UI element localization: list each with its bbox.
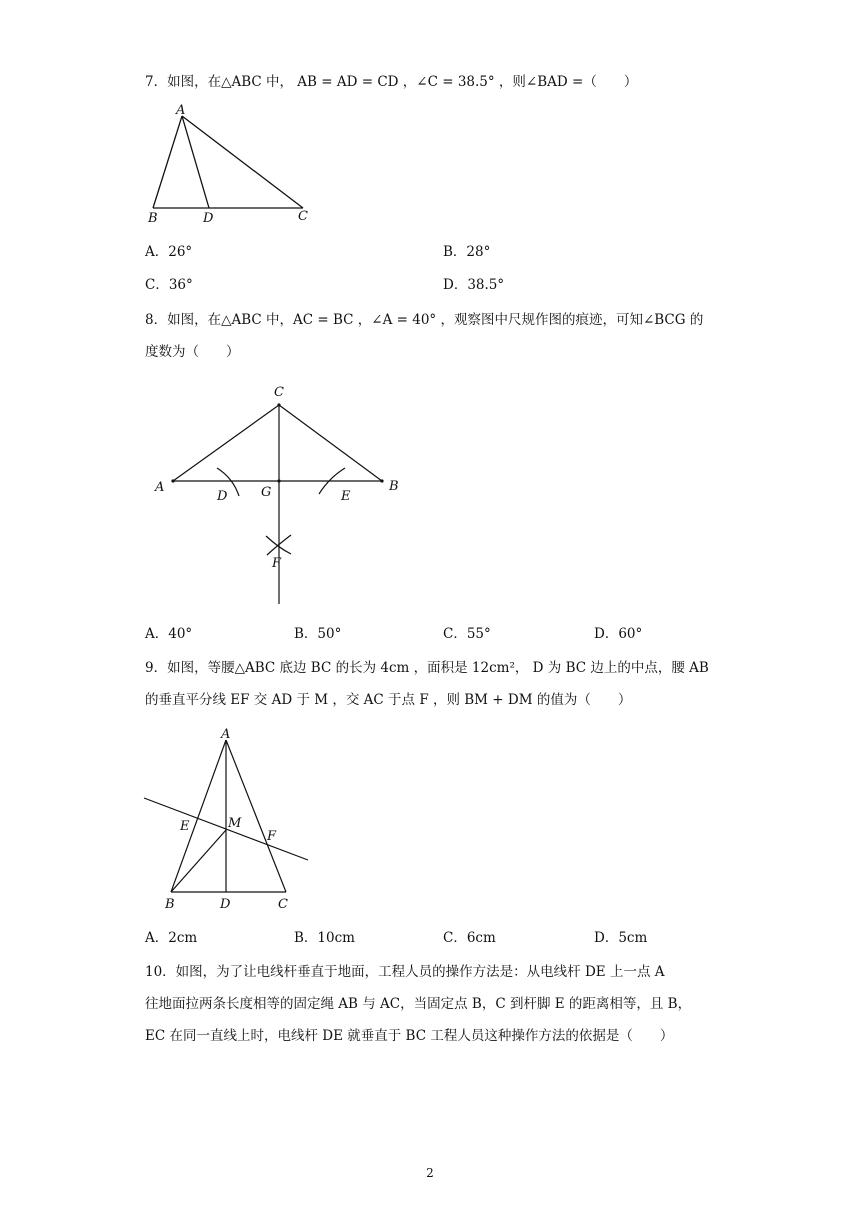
q8-figure (145, 378, 415, 608)
q7-segment-ab (153, 116, 182, 208)
q8-option-d: D．60° (594, 626, 643, 642)
q9-label-b: B (165, 897, 175, 912)
q8-point-a (171, 479, 174, 482)
q9-stem-line1: 9．如图，等腰△ABC 底边 BC 的长为 4cm ，面积是 12cm²， D 为 BC 边上的中点，腰 AB (145, 660, 709, 676)
q7-stem: 7．如图，在△ABC 中， AB = AD = CD ，∠C = 38.5° ，则∠BAD =（ ） (145, 74, 638, 90)
q8-label-f: F (272, 556, 282, 571)
q9-label-c: C (278, 897, 288, 912)
page-number: 2 (426, 1166, 434, 1180)
q10-stem-line2: 往地面拉两条长度相等的固定绳 AB 与 AC，当固定点 B，C 到杆脚 E 的距离相等，且 B， (145, 996, 692, 1012)
q7-segment-ac (182, 116, 303, 208)
q8-label-a: A (155, 480, 165, 495)
q8-label-b: B (389, 479, 399, 494)
q8-stem-line2: 度数为（ ） (145, 344, 240, 360)
q9-segment-bm (171, 830, 226, 892)
q9-option-d: D．5cm (594, 930, 648, 946)
q9-option-c: C．6cm (443, 930, 496, 946)
q9-segment-ab (171, 740, 226, 892)
q9-label-d: D (220, 897, 231, 912)
q7-option-c: C．36° (145, 277, 193, 293)
q8-point-c (277, 403, 280, 406)
q9-stem-line2: 的垂直平分线 EF 交 AD 于 M ，交 AC 于点 F ，则 BM + DM 的值为（ ） (145, 692, 632, 708)
q9-option-a: A．2cm (145, 930, 198, 946)
q8-segment-cb (279, 405, 382, 481)
q8-segment-ca (173, 405, 279, 481)
q10-stem-line1: 10．如图，为了让电线杆垂直于地面，工程人员的操作方法是：从电线杆 DE 上一点 A (145, 964, 665, 980)
q7-option-d: D．38.5° (443, 277, 505, 293)
q9-label-a: A (221, 727, 231, 742)
q8-label-d: D (217, 489, 228, 504)
q7-label-b: B (148, 211, 158, 226)
q7-label-a: A (176, 103, 186, 118)
q9-label-e: E (180, 819, 190, 834)
q9-label-m: M (228, 816, 242, 831)
q8-label-g: G (261, 485, 272, 500)
q7-option-b: B．28° (443, 244, 491, 260)
q8-option-a: A．40° (145, 626, 193, 642)
q7-option-a: A．26° (145, 244, 193, 260)
q8-option-c: C．55° (443, 626, 491, 642)
q9-label-f: F (267, 829, 277, 844)
q8-option-b: B．50° (294, 626, 342, 642)
q7-figure (140, 100, 330, 230)
q7-label-d: D (203, 211, 214, 226)
q8-point-g (277, 479, 280, 482)
q9-option-b: B．10cm (294, 930, 355, 946)
q8-point-b (380, 479, 383, 482)
q10-stem-line3: EC 在同一直线上时，电线杆 DE 就垂直于 BC 工程人员这种操作方法的依据是（ ） (145, 1028, 674, 1044)
q7-segment-ad (182, 116, 209, 208)
q8-label-e: E (341, 489, 351, 504)
q9-figure (140, 722, 315, 912)
q7-label-c: C (298, 209, 308, 224)
q8-stem-line1: 8．如图，在△ABC 中，AC = BC ，∠A = 40° ，观察图中尺规作图的痕迹，可知∠BCG 的 (145, 312, 704, 328)
q8-label-c: C (274, 385, 284, 400)
